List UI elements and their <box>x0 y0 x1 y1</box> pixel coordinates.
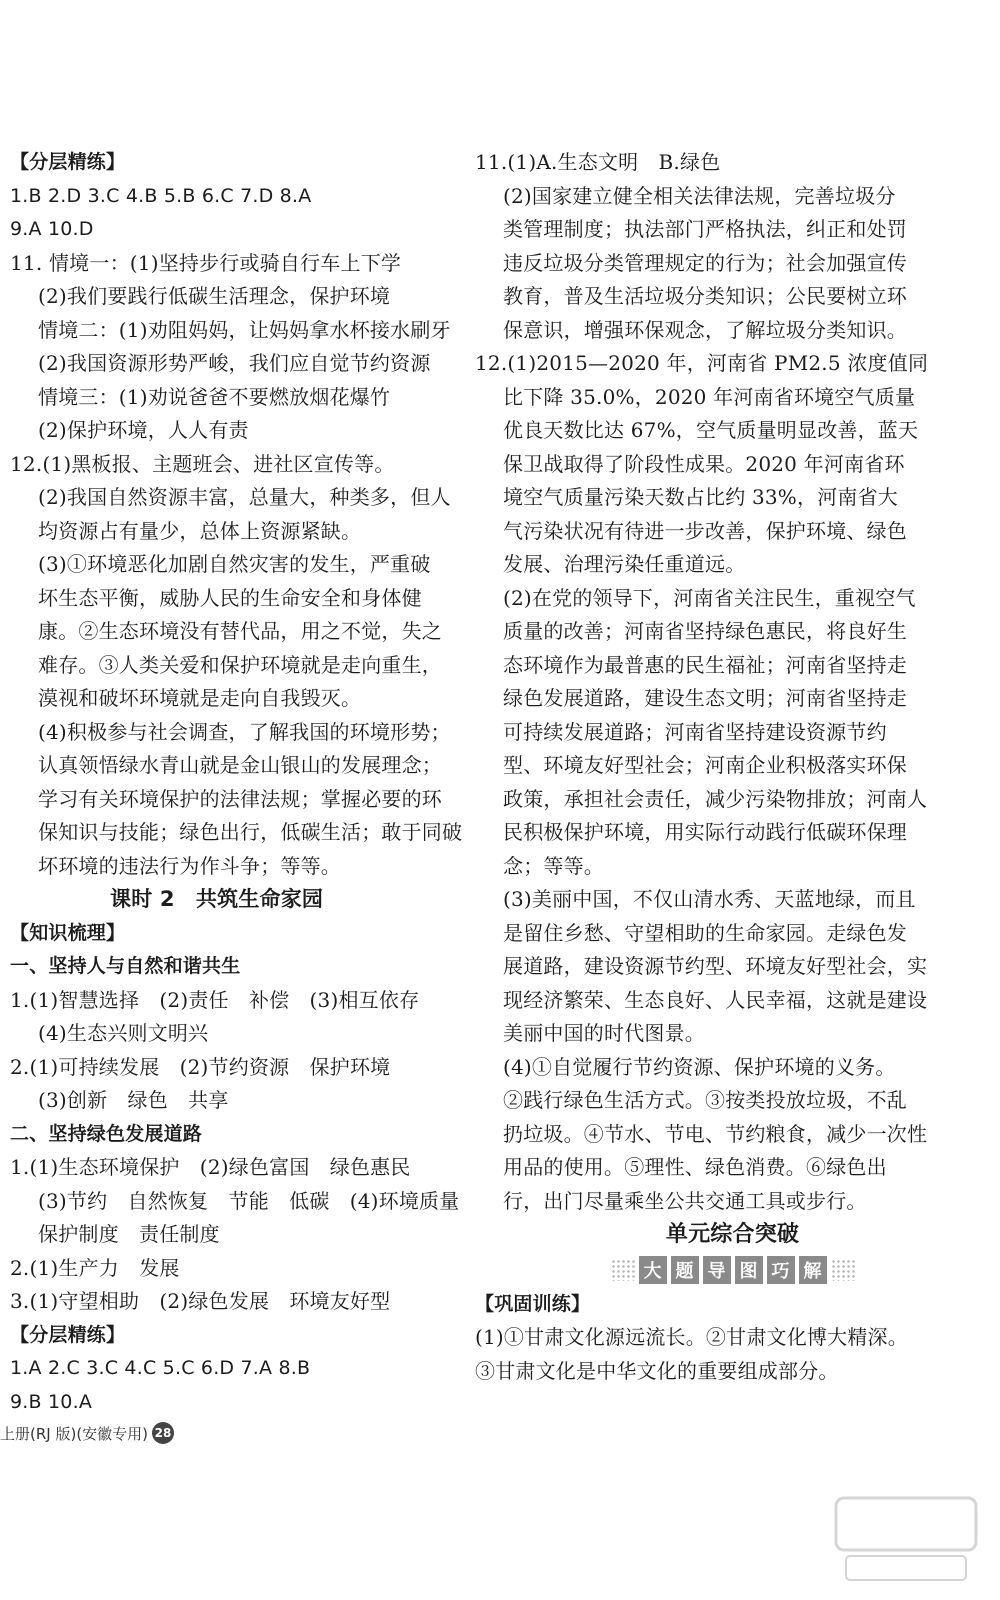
banner-char: 图 <box>735 1256 763 1284</box>
text-line: ③甘肃文化是中华文化的重要组成部分。 <box>475 1358 839 1383</box>
text-line: 1.(1)生态环境保护 (2)绿色富国 绿色惠民 <box>10 1155 411 1179</box>
dots-decoration <box>611 1259 635 1281</box>
text-line: 念；等等。 <box>503 853 604 878</box>
text-line: 教育，普及生活垃圾分类知识；公民要树立环 <box>503 284 907 308</box>
text-line: (2)我国自然资源丰富，总量大，种类多，但人 <box>38 485 451 509</box>
text-line: 坏环境的违法行为作斗争；等等。 <box>38 853 341 878</box>
text-line: ②践行绿色生活方式。③按类投放垃圾，不乱 <box>503 1088 907 1112</box>
text-line: (3)节约 自然恢复 节能 低碳 (4)环境质量 <box>38 1188 460 1213</box>
text-line: (2)我们要践行低碳生活理念，保护环境 <box>38 284 391 308</box>
text-line: 是留住乡愁、守望相助的生命家园。走绿色发 <box>503 920 907 945</box>
text-line: 1.A 2.C 3.C 4.C 5.C 6.D 7.A 8.B <box>10 1357 311 1379</box>
text-line: 比下降 35.0%，2020 年河南省环境空气质量 <box>503 384 916 409</box>
section-heading: 【知识梳理】 <box>10 921 126 944</box>
text-line: 型、环境友好型社会；河南企业积极落实环保 <box>503 753 907 777</box>
banner-char: 解 <box>799 1256 827 1284</box>
text-line: 情境二：(1)劝阻妈妈，让妈妈拿水杯接水刷牙 <box>38 317 451 342</box>
text-line: (1)①甘肃文化源远流长。②甘肃文化博大精深。 <box>475 1325 908 1349</box>
banner-char: 巧 <box>767 1256 795 1284</box>
text-line: (3)创新 绿色 共享 <box>38 1088 229 1112</box>
text-line: (4)①自觉履行节约资源、保护环境的义务。 <box>503 1054 896 1079</box>
text-line: 民积极保护环境，用实际行动践行低碳环保理 <box>503 820 907 844</box>
text-line: 保护制度 责任制度 <box>38 1222 220 1246</box>
unit-title: 单元综合突破 <box>665 1222 800 1247</box>
section-heading: 一、坚持人与自然和谐共生 <box>10 955 241 977</box>
footer-book-info: 上册(RJ 版)(安徽专用) <box>0 1424 149 1443</box>
text-line: 康。②生态环境没有替代品，用之不觉，失之 <box>38 619 442 643</box>
text-line: 12.(1)黑板报、主题班会、进社区宣传等。 <box>10 451 395 476</box>
text-line: (4)积极参与社会调查，了解我国的环境形势； <box>38 719 451 744</box>
text-line: 政策，承担社会责任，减少污染物排放；河南人 <box>503 786 928 811</box>
text-line: (2)保护环境，人人有责 <box>38 418 249 442</box>
text-line: 认真领悟绿水青山就是金山银山的发展理念； <box>38 753 442 777</box>
text-line: 保知识与技能；绿色出行，低碳生活；敢于同破 <box>38 820 463 844</box>
text-line: 质量的改善；河南省坚持绿色惠民，将良好生 <box>503 619 907 643</box>
text-line: 境空气质量污染天数占比约 33%，河南省大 <box>503 485 899 509</box>
lesson-title: 课时 2 共筑生命家园 <box>110 887 324 911</box>
text-line: (2)在党的领导下，河南省关注民生，重视空气 <box>503 585 916 610</box>
text-line: 保意识，增强环保观念，了解垃圾分类知识。 <box>503 317 907 342</box>
page-number: 28 <box>152 1422 174 1444</box>
text-line: 均资源占有量少，总体上资源紧缺。 <box>38 518 362 543</box>
text-line: 发展、治理污染任重道远。 <box>503 552 746 576</box>
text-line: 学习有关环境保护的法律法规；掌握必要的环 <box>38 786 442 811</box>
text-line: 优良天数比达 67%，空气质量明显改善，蓝天 <box>503 418 919 442</box>
text-line: 1.B 2.D 3.C 4.B 5.B 6.C 7.D 8.A <box>10 184 312 207</box>
watermark-logo <box>826 1490 986 1590</box>
text-line: 11. 情境一：(1)坚持步行或骑自行车上下学 <box>10 250 402 275</box>
text-line: 用品的使用。⑤理性、绿色消费。⑥绿色出 <box>503 1155 887 1179</box>
text-line: 绿色发展道路，建设生态文明；河南省坚持走 <box>503 686 907 710</box>
text-line: 9.B 10.A <box>10 1390 93 1413</box>
banner <box>475 1252 990 1288</box>
text-line: 扔垃圾。④节水、节电、节约粮食，减少一次性 <box>503 1121 928 1146</box>
page-footer <box>0 1422 174 1444</box>
section-heading: 【分层精练】 <box>10 151 126 173</box>
text-line: 展道路，建设资源节约型、环境友好型社会，实 <box>503 954 928 978</box>
text-line: (3)①环境恶化加剧自然灾害的发生，严重破 <box>38 552 431 576</box>
text-line: 2.(1)可持续发展 (2)节约资源 保护环境 <box>10 1054 391 1079</box>
text-line: (2)我国资源形势严峻，我们应自觉节约资源 <box>38 351 431 375</box>
text-line: 情境三：(1)劝说爸爸不要燃放烟花爆竹 <box>38 384 391 409</box>
text-line: 保卫战取得了阶段性成果。2020 年河南省环 <box>503 451 905 476</box>
section-heading: 【巩固训练】 <box>475 1292 591 1315</box>
text-line: (3)美丽中国，不仅山清水秀、天蓝地绿，而且 <box>503 887 916 911</box>
section-heading: 【分层精练】 <box>10 1323 126 1346</box>
text-line: 难存。③人类关爱和保护环境就是走向重生， <box>38 652 442 677</box>
text-line: 类管理制度；执法部门严格执法，纠正和处罚 <box>503 217 907 241</box>
text-line: 现经济繁荣、生态良好、人民幸福，这就是建设 <box>503 987 928 1012</box>
text-line: 气污染状况有待进一步改善，保护环境、绿色 <box>503 518 907 543</box>
text-line: 可持续发展道路；河南省坚持建设资源节约 <box>503 719 887 744</box>
right-column <box>475 146 990 1388</box>
text-line: 坏生态平衡，威胁人民的生命安全和身体健 <box>38 585 422 610</box>
text-line: 12.(1)2015—2020 年，河南省 PM2.5 浓度值同 <box>475 351 929 375</box>
text-line: 违反垃圾分类管理规定的行为；社会加强宣传 <box>503 250 907 275</box>
text-line: (2)国家建立健全相关法律法规，完善垃圾分 <box>503 183 896 208</box>
text-line: 行，出门尽量乘坐公共交通工具或步行。 <box>503 1188 867 1213</box>
text-line: 1.(1)智慧选择 (2)责任 补偿 (3)相互依存 <box>10 987 420 1012</box>
banner-char: 大 <box>639 1256 667 1284</box>
text-line: 9.A 10.D <box>10 218 94 240</box>
left-column <box>10 146 465 1419</box>
banner-char: 题 <box>671 1256 699 1284</box>
text-line: 3.(1)守望相助 (2)绿色发展 环境友好型 <box>10 1289 391 1313</box>
text-line: 态环境作为最普惠的民生福祉；河南省坚持走 <box>503 652 907 677</box>
text-line: (4)生态兴则文明兴 <box>38 1021 209 1045</box>
banner-char: 导 <box>703 1256 731 1284</box>
text-line: 2.(1)生产力 发展 <box>10 1255 180 1280</box>
dots-decoration <box>831 1259 855 1281</box>
text-line: 11.(1)A.生态文明 B.绿色 <box>475 150 721 174</box>
text-line: 美丽中国的时代图景。 <box>503 1021 705 1045</box>
text-line: 漠视和破坏环境就是走向自我毁灭。 <box>38 686 362 710</box>
section-heading: 二、坚持绿色发展道路 <box>10 1122 203 1145</box>
